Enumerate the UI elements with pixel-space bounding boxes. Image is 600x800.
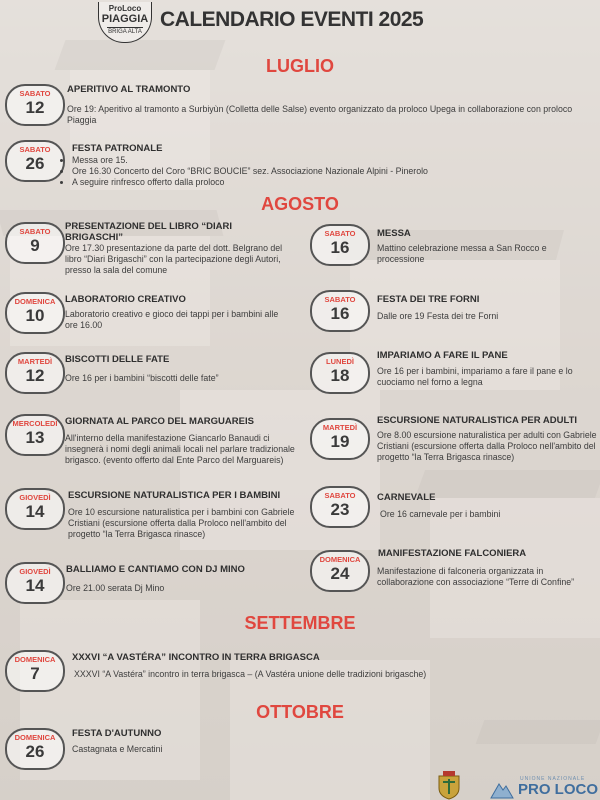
list-item: • Ore 16.30 Concerto del Coro “BRIC BOUCIE” sez. Associazione Nazionale Alpini - Pinerolo	[72, 166, 592, 177]
logo-line2: PIAGGIA	[101, 13, 149, 25]
list-item: • Messa ore 15.	[72, 155, 592, 166]
date-badge	[5, 562, 65, 604]
event-description: Ore 19: Aperitivo al tramonto a Surbiyùn (Colletta delle Salse) evento organizzato da proloco Upega in collaborazione con proloco Piaggia	[67, 104, 573, 125]
event-title: IMPARIAMO A FARE IL PANE	[377, 350, 508, 361]
event-title: PRESENTAZIONE DEL LIBRO “DIARI BRIGASCHI”	[65, 221, 232, 243]
event-description: All'interno della manifestazione Giancarlo Banaudi ci insegnerà i nomi degli animali locali nel parlare tradizionale brigasco. (evento offerto dal Ente Parco del Marguareis)	[65, 433, 295, 465]
page-title: CALENDARIO EVENTI 2025	[160, 8, 424, 31]
day-of-week: LUNEDÌ	[326, 357, 354, 366]
day-of-week: GIOVEDÌ	[19, 567, 51, 576]
day-of-week: MARTEDÌ	[322, 423, 358, 432]
logo-line3: BRIGA ALTA	[108, 29, 142, 35]
date-badge	[310, 290, 370, 332]
date-badge	[5, 292, 65, 334]
day-number: 19	[330, 432, 350, 451]
date-badge	[5, 84, 65, 126]
municipal-crest-icon	[436, 770, 462, 800]
day-of-week: DOMENICA	[319, 555, 361, 564]
day-of-week: SABATO	[19, 145, 51, 154]
date-badge	[5, 140, 65, 182]
day-number: 16	[330, 304, 350, 323]
date-badge	[310, 418, 370, 460]
month-heading-ottobre: OTTOBRE	[256, 702, 344, 722]
day-of-week: SABATO	[324, 229, 356, 238]
event-title: BISCOTTI DELLE FATE	[65, 354, 170, 365]
month-heading-agosto: AGOSTO	[261, 194, 339, 214]
event-description: Dalle ore 19 Festa dei tre Forni	[377, 311, 499, 321]
event-title: BALLIAMO E CANTIAMO CON DJ MINO	[66, 564, 245, 575]
event-description: Ore 16 per i bambini, impariamo a fare il pane e lo cuociamo nel forno a legna	[377, 366, 573, 387]
day-number: 23	[330, 500, 350, 519]
event-title: CARNEVALE	[377, 492, 436, 503]
day-number: 24	[330, 564, 350, 583]
brand-subtitle: UNIONE NAZIONALE	[520, 776, 586, 782]
event-title: GIORNATA AL PARCO DEL MARGUAREIS	[65, 416, 254, 427]
logo-line1: ProLoco	[108, 4, 142, 13]
event-description: Ore 17.30 presentazione da parte del dott. Belgrano del libro “Diari Brigaschi” con la partecipazione degli Autori, presso la sala del comune	[65, 243, 283, 275]
day-of-week: SABATO	[324, 295, 356, 304]
date-badge	[5, 488, 65, 530]
brand-name: PRO LOCO	[518, 781, 599, 798]
day-number: 18	[330, 366, 350, 385]
event-description: Ore 16 carnevale per i bambini	[380, 509, 501, 519]
day-number: 26	[25, 154, 45, 173]
list-item: • A seguire rinfresco offerto dalla proloco	[72, 177, 592, 188]
date-badge	[310, 224, 370, 266]
event-title: MANIFESTAZIONE FALCONIERA	[378, 548, 527, 559]
event-title: FESTA DEI TRE FORNI	[377, 294, 480, 305]
event-description: Ore 8.00 escursione naturalistica per adulti con Gabriele Cristiani (escursione offerta dalla Proloco nell'ambito del progetto “la Terra Brigasca rinasce)	[377, 430, 597, 462]
event-title: FESTA PATRONALE	[72, 143, 163, 154]
date-badge	[310, 486, 370, 528]
event-description: Mattino celebrazione messa a San Rocco e processione	[377, 243, 547, 264]
day-of-week: MERCOLEDÌ	[12, 419, 58, 428]
event-description: Ore 10 escursione naturalistica per i bambini con Gabriele Cristiani (escursione offerta dalla Proloco nell'ambito del progetto “la Terra Brigasca rinasce)	[68, 507, 295, 539]
day-of-week: DOMENICA	[14, 297, 56, 306]
day-of-week: MARTEDÌ	[17, 357, 53, 366]
day-of-week: SABATO	[19, 227, 51, 236]
date-badge	[5, 650, 65, 692]
day-of-week: SABATO	[19, 89, 51, 98]
day-of-week: SABATO	[324, 491, 356, 500]
event-title: ESCURSIONE NATURALISTICA PER I BAMBINI	[68, 490, 281, 501]
date-badge	[5, 414, 65, 456]
date-badge	[5, 728, 65, 770]
event-description: Laboratorio creativo e gioco dei tappi per i bambini alle ore 16.00	[65, 309, 279, 330]
event-title: XXXVI “A VASTÉRA” INCONTRO IN TERRA BRIGASCA	[72, 652, 320, 663]
event-description: Castagnata e Mercatini	[72, 744, 163, 754]
day-number: 12	[25, 366, 45, 385]
month-heading-luglio: LUGLIO	[266, 56, 334, 76]
event-title: LABORATORIO CREATIVO	[65, 294, 186, 305]
day-number: 10	[25, 306, 45, 325]
proloco-national-logo	[490, 776, 600, 800]
event-description-list	[60, 155, 592, 188]
date-badge	[310, 550, 370, 592]
event-title: FESTA D'AUTUNNO	[72, 728, 162, 739]
date-badge	[310, 352, 370, 394]
event-title: ESCURSIONE NATURALISTICA PER ADULTI	[377, 415, 578, 426]
day-number: 13	[25, 428, 45, 447]
event-title: MESSA	[377, 228, 411, 239]
day-number: 9	[30, 236, 40, 255]
mountain-emblem-icon	[490, 778, 514, 800]
day-number: 7	[30, 664, 40, 683]
event-description: Ore 21.00 serata Dj Mino	[66, 583, 165, 593]
event-description: Ore 16 per i bambini “biscotti delle fate”	[65, 373, 219, 383]
day-of-week: DOMENICA	[14, 655, 56, 664]
day-of-week: GIOVEDÌ	[19, 493, 51, 502]
day-of-week: DOMENICA	[14, 733, 56, 742]
day-number: 14	[25, 502, 45, 521]
day-number: 12	[25, 98, 45, 117]
day-number: 16	[330, 238, 350, 257]
event-description: Manifestazione di falconeria organizzata in collaborazione con associazione “Terre di Confine”	[377, 566, 575, 587]
day-number: 14	[25, 576, 45, 595]
event-title: APERITIVO AL TRAMONTO	[67, 84, 191, 95]
date-badge	[5, 222, 65, 264]
day-number: 26	[25, 742, 45, 761]
event-description: XXXVI “A Vastéra” incontro in terra brigasca – (A Vastéra unione delle tradizioni brigasche)	[74, 669, 427, 679]
date-badge	[5, 352, 65, 394]
month-heading-settembre: SETTEMBRE	[244, 613, 356, 633]
